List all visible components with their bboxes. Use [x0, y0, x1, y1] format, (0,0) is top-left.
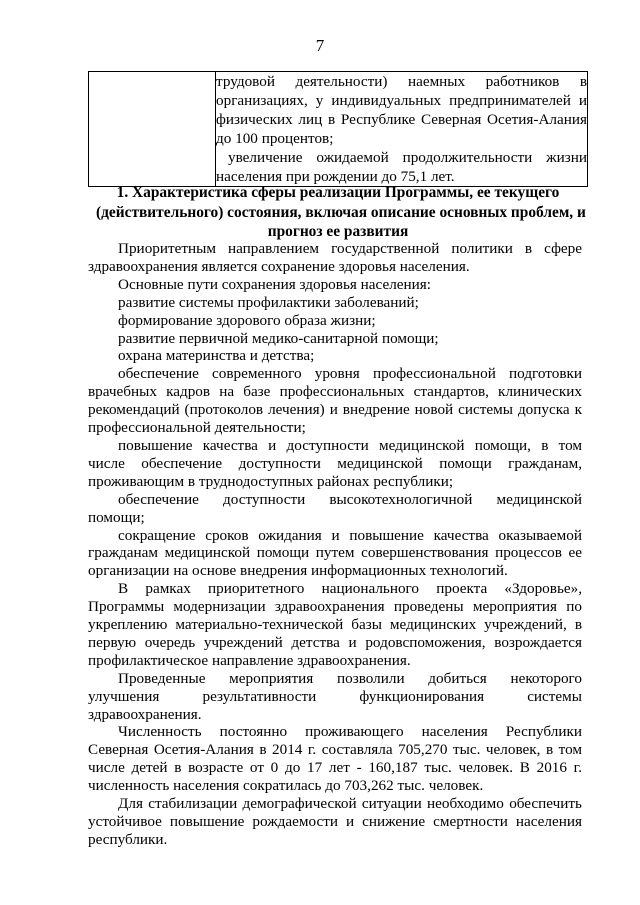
paragraph-line: численность населения сократилась до 703,262 тыс. человек.	[88, 777, 484, 795]
paragraph-line: В рамках приоритетного национального проекта «Здоровье»,	[118, 580, 582, 598]
paragraph-line: формирование здорового образа жизни;	[118, 311, 376, 329]
paragraph-line: Основные пути сохранения здоровья населения:	[118, 275, 431, 293]
paragraph-line: Приоритетным направлением государственной политики в сфере	[118, 240, 582, 257]
paragraph-line: профилактическое направление здравоохранения.	[88, 651, 411, 669]
table-cell-line: организациях, у индивидуальных предпринимателей и	[216, 92, 587, 109]
paragraph-line: развитие первичной медико-санитарной помощи;	[118, 329, 439, 347]
section-heading-line: 1. Характеристика сферы реализации Программы, ее текущего	[116, 184, 560, 201]
paragraph	[88, 347, 582, 365]
table-cell-empty	[89, 72, 216, 187]
paragraph	[88, 240, 582, 276]
table-cell-line: до 100 процентов;	[216, 130, 334, 147]
paragraph-line: устойчивое повышение рождаемости и снижение смертности населения	[88, 813, 582, 830]
paragraph-line: укреплению материально-технической базы медицинских учреждений, в	[88, 616, 582, 634]
paragraph-line: врачебных кадров на базе профессиональных стандартов, клинических	[88, 383, 582, 401]
page-number: 7	[315, 36, 325, 55]
paragraph-line: сокращение сроков ожидания и повышение качества оказываемой	[118, 526, 582, 544]
paragraph	[88, 491, 582, 527]
table-row	[89, 72, 588, 187]
paragraph-line: улучшения результативности функционирования системы	[88, 687, 582, 705]
paragraph	[88, 330, 582, 348]
table-cell-line: увеличение ожидаемой продолжительности жизни	[228, 149, 587, 166]
paragraph-line: обеспечение доступности высокотехнологичной медицинской	[118, 490, 582, 508]
table-cell-line: трудовой деятельности) наемных работников в	[216, 73, 587, 90]
paragraph-line: профессиональной деятельности;	[88, 419, 306, 437]
table-cell-line: населения при рождении до 75,1 лет.	[216, 168, 455, 185]
paragraph	[88, 294, 582, 312]
paragraph	[88, 312, 582, 330]
table-cell-line: физических лиц в Республике Северная Осетия-Алания	[216, 111, 587, 128]
paragraph-line: развитие системы профилактики заболеваний;	[118, 293, 419, 311]
paragraph-line: числе обеспечение доступности медицинской помощи гражданам,	[88, 454, 582, 472]
table-cell-text	[216, 72, 588, 187]
body-text	[88, 240, 582, 849]
paragraph	[88, 795, 582, 849]
section-heading-line: прогноз ее развития	[267, 223, 409, 240]
paragraph-line: здравоохранения.	[88, 705, 202, 723]
paragraph-line: охрана материнства и детства;	[118, 347, 315, 365]
paragraph-line: повышение качества и доступности медицинской помощи, в том	[118, 436, 582, 454]
paragraph-line: помощи;	[88, 508, 145, 526]
paragraph-line: Северная Осетия-Алания в 2014 г. составляла 705,270 тыс. человек, в том	[88, 741, 582, 759]
paragraph-line: гражданам медицинской помощи путем совершенствования процессов ее	[88, 544, 582, 562]
paragraph	[88, 276, 582, 294]
paragraph	[88, 580, 582, 670]
paragraph-line: проживающим в труднодоступных районах республики;	[88, 472, 454, 490]
paragraph-line: Для стабилизации демографической ситуации необходимо обеспечить	[118, 795, 582, 813]
paragraph	[88, 527, 582, 581]
paragraph	[88, 365, 582, 437]
paragraph-line: обеспечение современного уровня профессиональной подготовки	[118, 365, 582, 383]
paragraph	[88, 670, 582, 724]
section-heading	[96, 183, 586, 242]
paragraph-line: республики.	[88, 830, 168, 848]
paragraph-line: организации на основе внедрения информационных технологий.	[88, 562, 508, 580]
paragraph-line: первую очередь учреждений детства и родовспоможения, возрождается	[88, 633, 582, 651]
paragraph-line: рекомендаций (протоколов лечения) и внедрение новой системы допуска к	[88, 401, 582, 419]
paragraph-line: числе детей в возрасте от 0 до 17 лет - 160,187 тыс. человек. В 2016 г.	[88, 759, 582, 777]
paragraph	[88, 437, 582, 491]
paragraph-line: Программы модернизации здравоохранения проведены мероприятия по	[88, 598, 582, 616]
paragraph	[88, 723, 582, 795]
paragraph-line: здравоохранения является сохранение здоровья населения.	[88, 257, 470, 275]
section-heading-line: (действительного) состояния, включая описание основных проблем, и	[96, 203, 586, 221]
paragraph-line: Численность постоянно проживающего населения Республики	[118, 723, 582, 741]
continuation-table	[88, 71, 588, 187]
paragraph-line: Проведенные мероприятия позволили добиться некоторого	[118, 669, 582, 687]
